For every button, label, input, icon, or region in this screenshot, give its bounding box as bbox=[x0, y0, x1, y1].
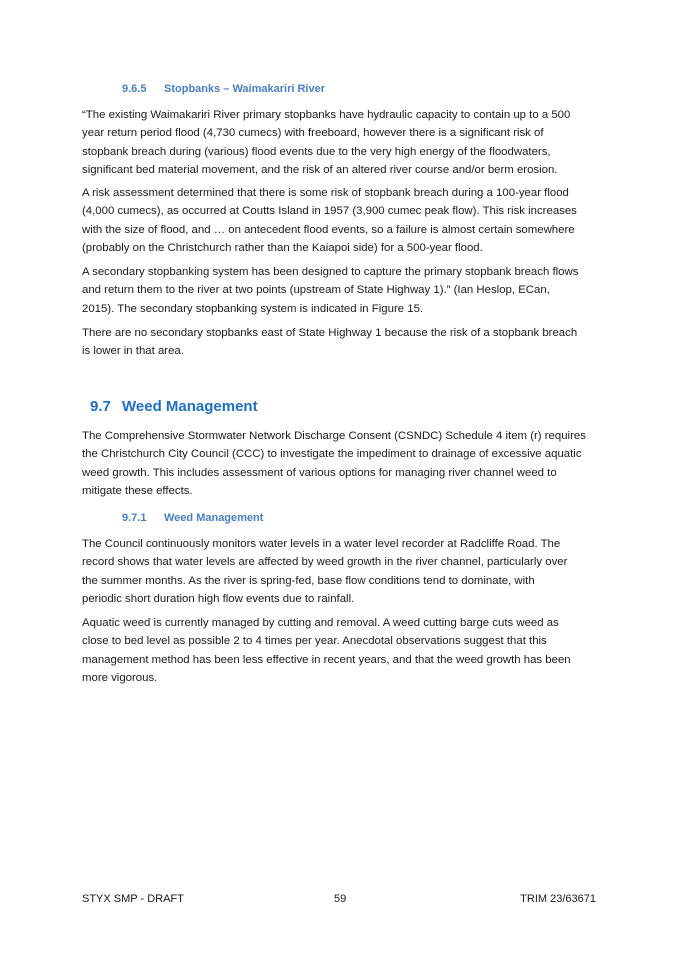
text-line: There are no secondary stopbanks east of State Highway 1 because the risk of a stopbank breach bbox=[82, 327, 578, 339]
text-line: record shows that water levels are affected by weed growth in the river channel, particularly over bbox=[82, 556, 568, 569]
footer-document-title: STYX SMP - DRAFT bbox=[82, 893, 184, 905]
paragraph-9-7-1-2 bbox=[82, 614, 602, 687]
text-line: significant bed material movement, and the risk of an altered river course and/or berm erosion. bbox=[82, 163, 558, 176]
footer-trim-reference: TRIM 23/63671 bbox=[520, 893, 596, 905]
footer-page-number: 59 bbox=[334, 893, 347, 905]
heading-9-7 bbox=[90, 398, 258, 415]
heading-title: Weed Management bbox=[164, 512, 264, 524]
heading-number: 9.6.5 bbox=[122, 83, 147, 95]
text-line: (probably on the Christchurch rather than the Kaiapoi side) for a 500-year flood. bbox=[82, 241, 483, 254]
text-line: close to bed level as possible 2 to 4 times per year. Anecdotal observations suggest that this bbox=[82, 635, 547, 648]
text-line: and return them to the river at two points (upstream of State Highway 1).” (Ian Heslop, ECan, bbox=[82, 284, 550, 297]
text-line: The Comprehensive Stormwater Network Discharge Consent (CSNDC) Schedule 4 item (r) requires bbox=[82, 430, 586, 442]
paragraph-9-7-1-1 bbox=[82, 535, 602, 608]
text-line: weed growth. This includes assessment of various options for managing river channel weed to bbox=[82, 466, 557, 479]
paragraph-9-6-5-2 bbox=[82, 184, 602, 257]
paragraph-9-6-5-4 bbox=[82, 324, 602, 361]
text-line: more vigorous. bbox=[82, 671, 158, 684]
text-line: “The existing Waimakariri River primary stopbanks have hydraulic capacity to contain up to a 500 bbox=[82, 109, 571, 121]
heading-number: 9.7 bbox=[90, 398, 111, 415]
text-line: stopbank breach during (various) flood events due to the very high energy of the floodwaters, bbox=[82, 145, 551, 158]
paragraph-9-6-5-1 bbox=[82, 106, 602, 179]
text-line: the Christchurch City Council (CCC) to investigate the impediment to drainage of excessive aquatic bbox=[82, 448, 582, 461]
text-line: the summer months. As the river is spring-fed, base flow conditions tend to dominate, with bbox=[82, 574, 535, 587]
heading-9-7-1 bbox=[122, 512, 263, 524]
text-line: management method has been less effective in recent years, and that the weed growth has been bbox=[82, 653, 571, 666]
text-line: A secondary stopbanking system has been designed to capture the primary stopbank breach flows bbox=[82, 266, 579, 278]
text-line: (4,000 cumecs), as occurred at Coutts Island in 1957 (3,900 cumec peak flow). This risk increases bbox=[82, 205, 577, 218]
text-line: 2015). The secondary stopbanking system is indicated in Figure 15. bbox=[82, 302, 424, 315]
paragraph-9-6-5-3 bbox=[82, 263, 602, 318]
text-line: Aquatic weed is currently managed by cutting and removal. A weed cutting barge cuts weed as bbox=[82, 617, 559, 629]
text-line: year return period flood (4,730 cumecs) with freeboard, however there is a significant risk of bbox=[82, 127, 544, 140]
paragraph-9-7-1 bbox=[82, 427, 602, 500]
text-line: is lower in that area. bbox=[82, 345, 184, 358]
heading-9-6-5 bbox=[122, 83, 325, 95]
text-line: mitigate these effects. bbox=[82, 484, 193, 497]
text-line: periodic short duration high flow events due to rainfall. bbox=[82, 592, 355, 605]
text-line: The Council continuously monitors water levels in a water level recorder at Radcliffe Road. The bbox=[82, 538, 561, 550]
text-line: A risk assessment determined that there is some risk of stopbank breach during a 100-year flood bbox=[82, 187, 569, 199]
heading-title: Stopbanks – Waimakariri River bbox=[164, 83, 325, 95]
text-line: with the size of flood, and … on antecedent flood events, so a failure is almost certain somewhere bbox=[82, 223, 575, 236]
heading-number: 9.7.1 bbox=[122, 512, 147, 524]
heading-title: Weed Management bbox=[122, 398, 258, 415]
